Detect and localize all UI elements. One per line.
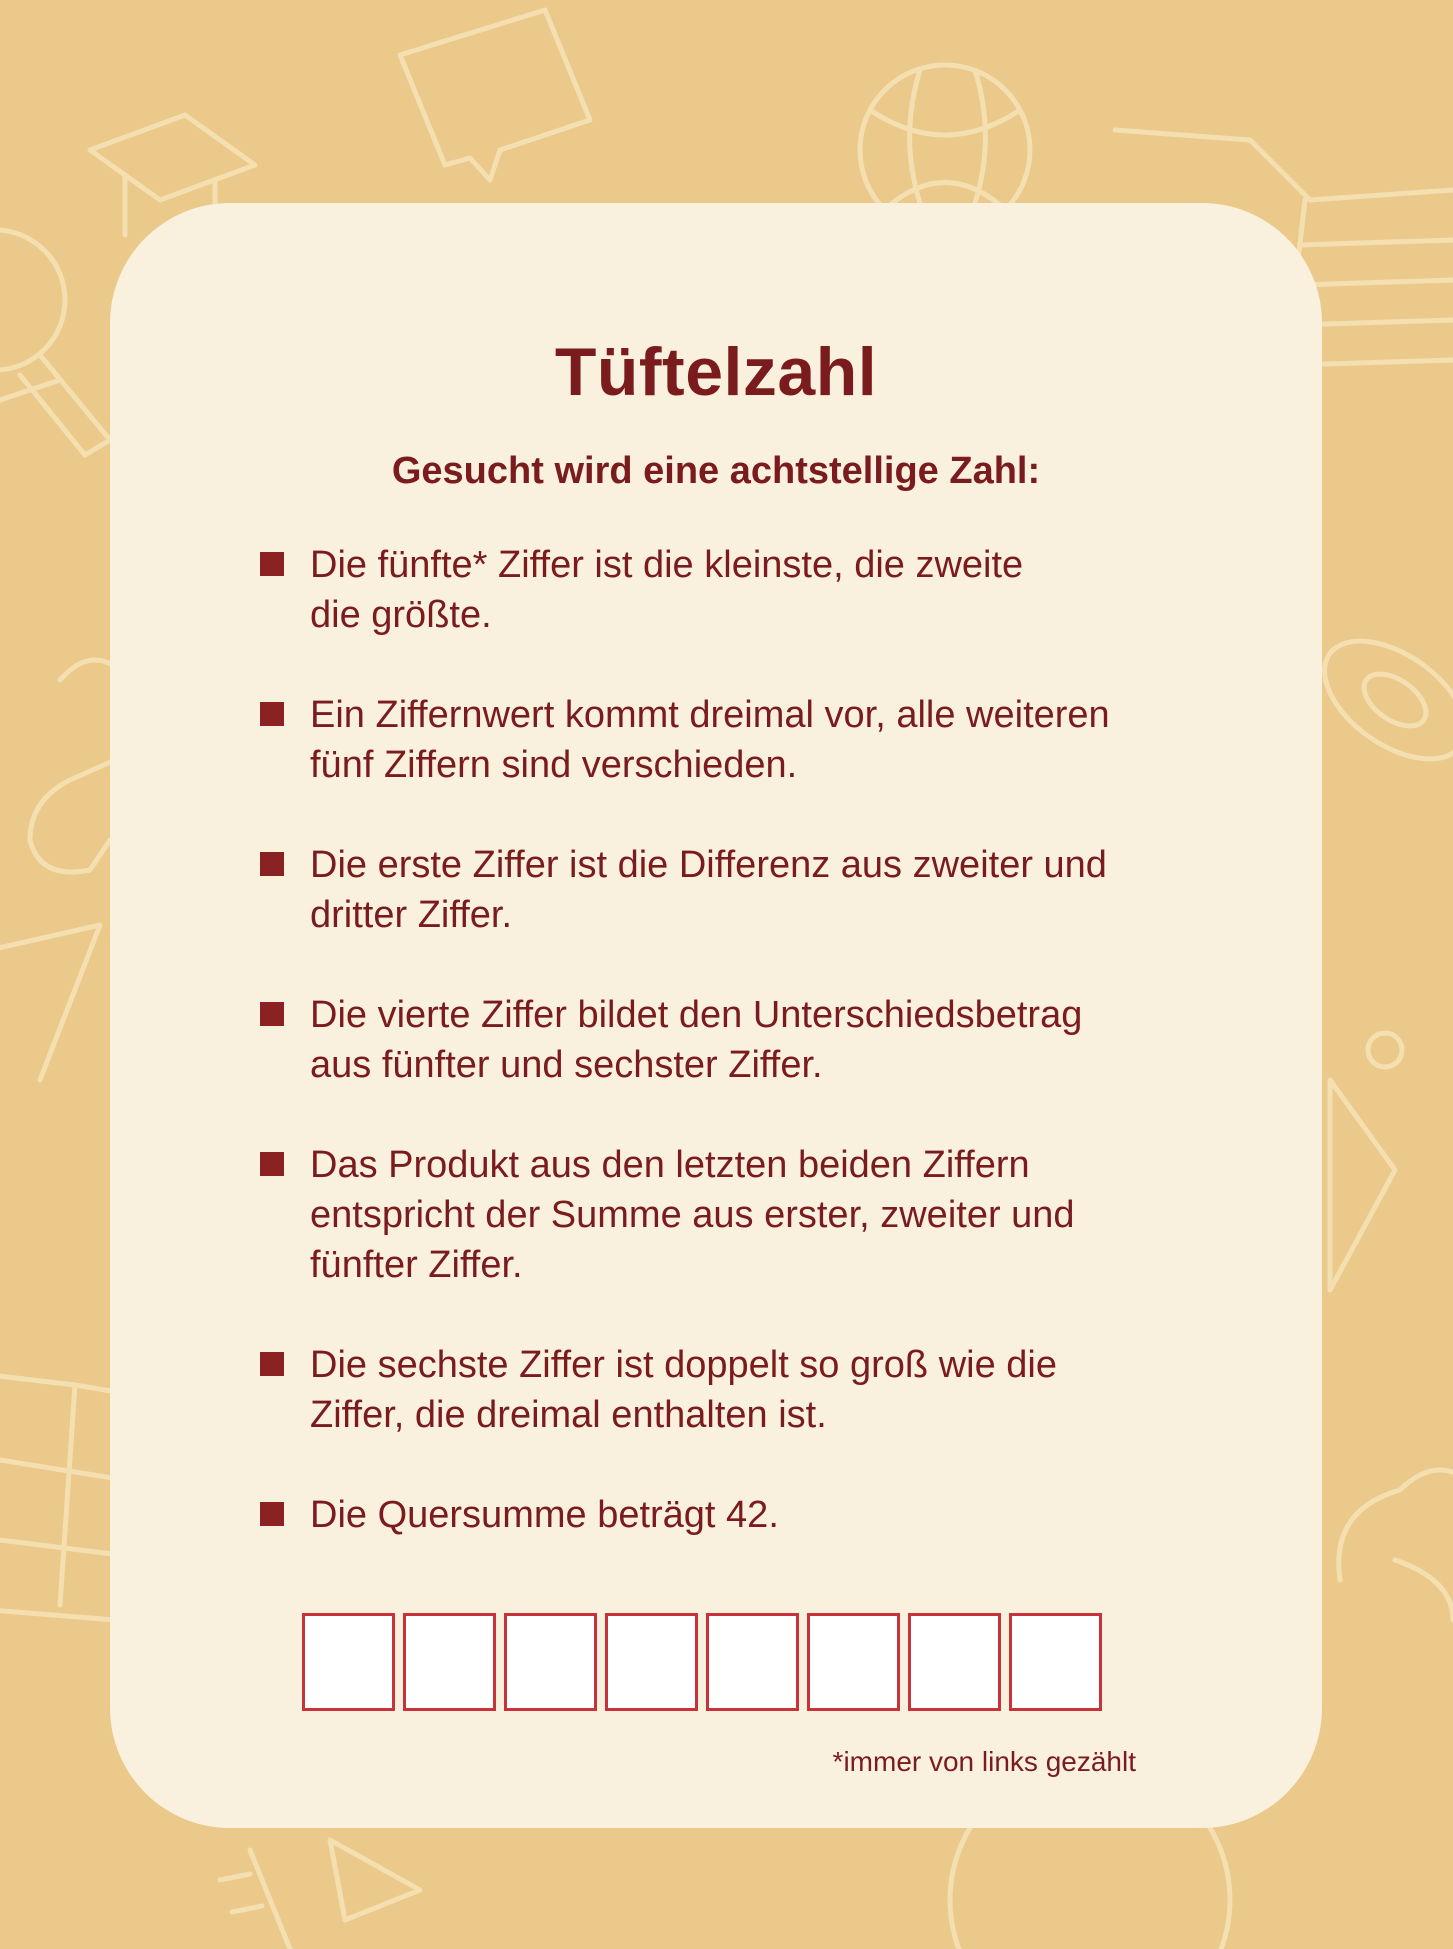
rule-line: aus fünfter und sechster Ziffer. <box>310 1044 823 1086</box>
rule-line: fünf Ziffern sind verschieden. <box>310 744 798 786</box>
bullet-square-icon <box>260 702 284 726</box>
rules-list <box>110 203 1322 1828</box>
cloud-icon <box>1339 1470 1453 1620</box>
rule-line: Ein Ziffernwert kommt dreimal vor, alle weiteren <box>310 694 1110 736</box>
rule-line: Ziffer, die dreimal enthalten ist. <box>310 1394 827 1436</box>
puzzle-card <box>110 203 1322 1828</box>
footnote: *immer von links gezählt <box>832 1746 1136 1777</box>
answer-box-6[interactable] <box>807 1613 900 1711</box>
bullet-square-icon <box>260 1502 284 1526</box>
answer-box-1[interactable] <box>302 1613 395 1711</box>
answer-box-2[interactable] <box>403 1613 496 1711</box>
rule-line: entspricht der Summe aus erster, zweiter und <box>310 1194 1075 1236</box>
party-hat-icon <box>1330 1033 1402 1290</box>
atom-icon <box>1304 617 1453 782</box>
bullet-square-icon <box>260 1152 284 1176</box>
triangle-icon <box>0 925 100 1080</box>
answer-box-3[interactable] <box>504 1613 597 1711</box>
rule-line: Die vierte Ziffer bildet den Unterschiedsbetrag <box>310 994 1083 1036</box>
rule-line: dritter Ziffer. <box>310 894 513 936</box>
triangle-ruler-icon <box>220 1840 420 1949</box>
bullet-square-icon <box>260 1352 284 1376</box>
rule-line: die größte. <box>310 594 492 636</box>
rule-line: Die Quersumme beträgt 42. <box>310 1494 779 1536</box>
rule-line: Die sechste Ziffer ist doppelt so groß wie die <box>310 1344 1057 1386</box>
rule-item <box>310 540 1270 640</box>
puzzle-subtitle: Gesucht wird eine achtstellige Zahl: <box>391 450 1041 492</box>
rule-item <box>310 1340 1270 1440</box>
answer-box-4[interactable] <box>605 1613 698 1711</box>
rule-line: Die erste Ziffer ist die Differenz aus zweiter und <box>310 844 1107 886</box>
rule-item <box>310 990 1270 1090</box>
speech-bubble-icon <box>400 10 590 180</box>
rule-line: Das Produkt aus den letzten beiden Ziffern <box>310 1144 1030 1186</box>
rule-line: fünfter Ziffer. <box>310 1244 523 1286</box>
rule-item <box>310 1490 1270 1540</box>
answer-boxes <box>302 1613 1102 1713</box>
magnifier-icon <box>0 230 110 455</box>
answer-box-8[interactable] <box>1009 1613 1102 1711</box>
rule-item <box>310 840 1270 940</box>
rule-item <box>310 690 1270 790</box>
bullet-square-icon <box>260 1002 284 1026</box>
bullet-square-icon <box>260 552 284 576</box>
rule-item <box>310 1140 1270 1290</box>
rule-line: Die fünfte* Ziffer ist die kleinste, die zweite <box>310 544 1024 586</box>
answer-box-7[interactable] <box>908 1613 1001 1711</box>
answer-box-5[interactable] <box>706 1613 799 1711</box>
puzzle-title: Tüftelzahl <box>554 334 878 410</box>
bullet-square-icon <box>260 852 284 876</box>
